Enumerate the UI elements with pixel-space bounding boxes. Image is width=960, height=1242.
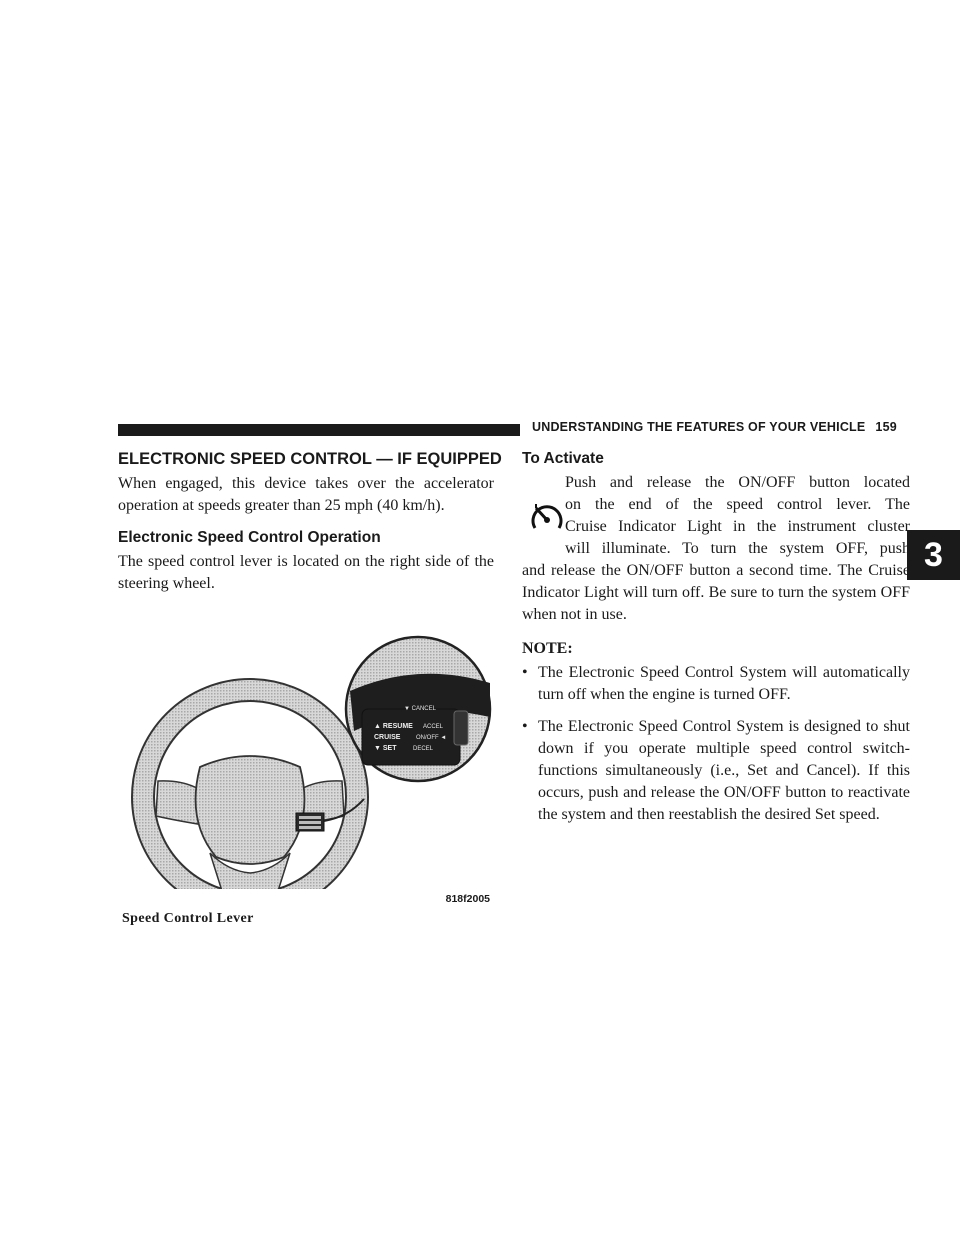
bullet: • xyxy=(522,664,528,681)
figure-caption: Speed Control Lever xyxy=(122,911,254,926)
figure-code: 818f2005 xyxy=(445,893,490,905)
speed-control-indicator-icon xyxy=(528,498,566,536)
activate-paragraph-rest: and release the ON/OFF button a second time. The Cruise Indicator Light will turn off. Be sure to turn the system OFF when not in use. xyxy=(522,562,910,623)
activate-line-1: Push and release the ON/OFF button located xyxy=(565,474,910,491)
note-item xyxy=(522,716,910,826)
page-number: 159 xyxy=(875,420,897,434)
activate-line-4: will illuminate. To turn the system OFF, push xyxy=(565,540,910,557)
activate-block xyxy=(522,472,910,626)
activate-heading: To Activate xyxy=(522,450,604,467)
note-list xyxy=(522,662,910,826)
note-label: NOTE: xyxy=(522,640,573,657)
header-rule xyxy=(118,424,520,436)
operation-heading: Electronic Speed Control Operation xyxy=(118,529,381,546)
right-column xyxy=(522,450,910,836)
lever-label-cancel: ▼ CANCEL xyxy=(404,706,436,712)
lever-label-onoff: ON/OFF ◄ xyxy=(416,735,447,741)
note-text: The Electronic Speed Control System is designed to shut down if you operate multiple speed control switch-functions simultaneously (i.e., Set and Cancel). If this occurs, push and release the ON/OFF button to reactivate the system and then reestablish the desired Set speed. xyxy=(538,718,910,823)
speed-control-figure xyxy=(118,621,494,909)
note-text: The Electronic Speed Control System will automatically turn off when the engine is turned OFF. xyxy=(538,664,910,703)
steering-wheel-illustration xyxy=(118,621,494,909)
operation-paragraph: The speed control lever is located on the right side of the steering wheel. xyxy=(118,553,494,592)
bullet: • xyxy=(522,718,528,735)
left-column xyxy=(118,450,502,927)
lever-label-accel: ACCEL xyxy=(423,724,444,730)
chapter-tab: 3 xyxy=(907,530,960,580)
intro-paragraph: When engaged, this device takes over the accelerator operation at speeds greater than 25 mph (40 km/h). xyxy=(118,475,494,514)
activate-line-2: on the end of the speed control lever. The xyxy=(565,496,910,513)
header-section-title: UNDERSTANDING THE FEATURES OF YOUR VEHICLE xyxy=(532,420,866,434)
running-header xyxy=(532,420,897,434)
lever-label-decel: DECEL xyxy=(413,746,434,752)
lever-label-resume: ▲ RESUME xyxy=(374,723,413,730)
note-item xyxy=(522,662,910,706)
section-title: ELECTRONIC SPEED CONTROL — IF EQUIPPED xyxy=(118,450,502,468)
lever-label-set: ▼ SET xyxy=(374,745,397,752)
activate-line-3: Cruise Indicator Light in the instrument cluster xyxy=(565,518,910,535)
lever-label-cruise: CRUISE xyxy=(374,734,401,741)
